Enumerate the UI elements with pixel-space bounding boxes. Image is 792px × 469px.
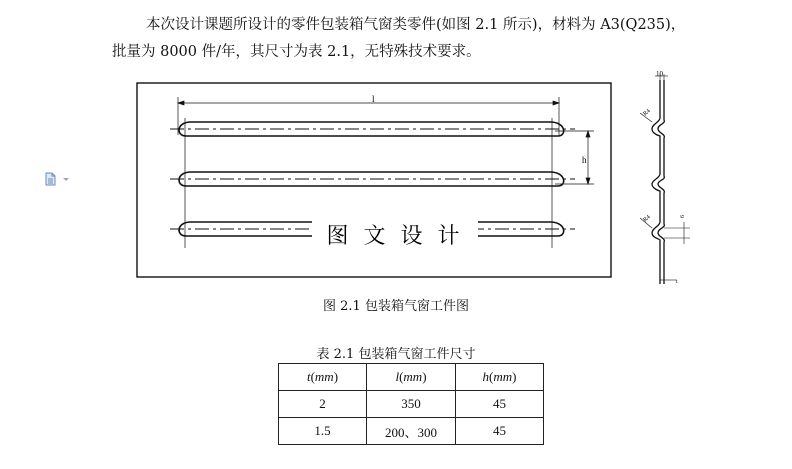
dim-h-label: h (582, 155, 587, 165)
table-row (279, 391, 544, 418)
paragraph-line-2: 批量为 8000 件/年，其尺寸为表 2.1，无特殊技术要求。 (112, 44, 481, 60)
header-h: h(mm) (456, 364, 544, 391)
side-dim-r1: R4 (642, 108, 652, 118)
table-caption: 表 2.1 包装箱气窗工件尺寸 (316, 347, 476, 362)
side-dim-6: 6 (680, 215, 686, 218)
table-header-row (279, 364, 544, 391)
cell: 350 (367, 391, 456, 418)
figure-caption: 图 2.1 包装箱气窗工件图 (323, 299, 469, 314)
cell: 2 (279, 391, 367, 418)
side-dim-top: 10 (656, 70, 663, 78)
cell: 1.5 (279, 418, 367, 445)
watermark-text: 图 文 设 计 (326, 224, 464, 249)
dim-l-label: l (372, 94, 375, 104)
cell: 200、300 (367, 418, 456, 445)
dimensions-table (278, 363, 544, 445)
side-section (652, 80, 664, 284)
side-dim-r2: R4 (642, 214, 652, 224)
header-l: l(mm) (367, 364, 456, 391)
paragraph-line-1: 本次设计课题所设计的零件包装箱气窗类零件(如图 2.1 所示)，材料为 A3(Q235)， (146, 17, 686, 33)
header-t: t(mm) (279, 364, 367, 391)
table-row (279, 418, 544, 445)
cell: 45 (456, 391, 544, 418)
side-dim-t: t (676, 279, 678, 285)
cell: 45 (456, 418, 544, 445)
